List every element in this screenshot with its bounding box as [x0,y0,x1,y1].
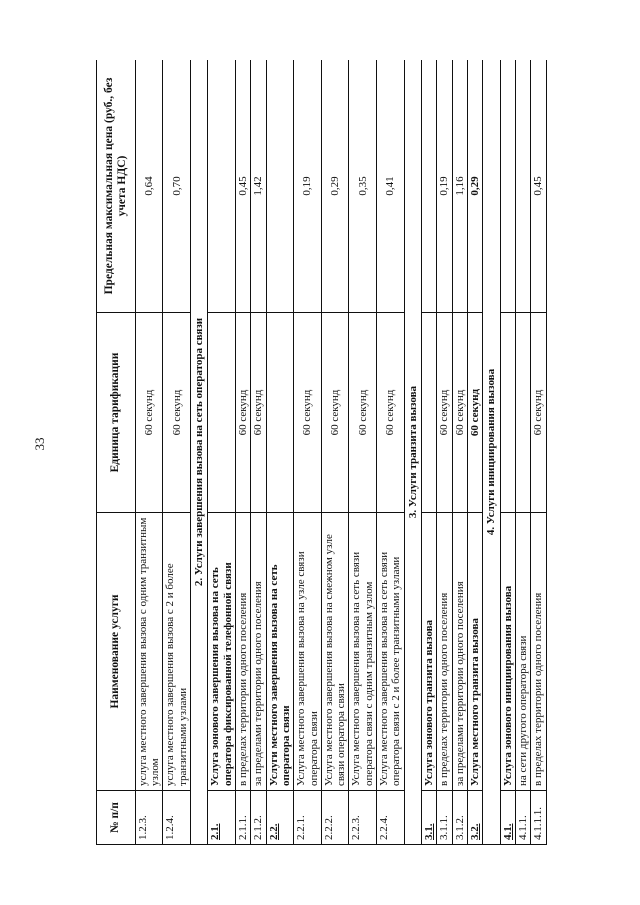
table-row [531,60,546,845]
table-row [251,60,266,845]
row-service-name: Услуга местного завершения вызова на сеть связи оператора связи с 2 и более транзитными узлами [377,513,405,791]
row-price: 0,19 [437,60,452,313]
row-price: 1,42 [251,60,266,313]
row-billing-unit [422,313,437,513]
row-service-name: за пределами территории одного поселения [452,513,467,791]
row-number: 2.1.2. [251,791,266,845]
row-billing-unit: 60 секунд [235,313,250,513]
row-billing-unit: 60 секунд [467,313,482,513]
row-number: 1.2.3. [135,791,163,845]
row-billing-unit: 60 секунд [135,313,163,513]
row-service-name: Услуга зонового транзита вызова [422,513,437,791]
page-number: 33 [32,437,47,451]
rotated-page-content [96,60,636,845]
row-number: 3.2. [467,791,482,845]
row-number: 2.2.4. [377,791,405,845]
row-billing-unit: 60 секунд [321,313,349,513]
tariff-price-table [96,60,547,845]
table-row [377,60,405,845]
row-service-name: Услуга местного транзита вызова [467,513,482,791]
table-row [235,60,250,845]
table-row [135,60,163,845]
row-price: 0,64 [135,60,163,313]
row-number: 2.2. [266,791,294,845]
table-group-row [266,60,294,845]
row-price [266,60,294,313]
header-number: № п/п [97,791,136,845]
row-number: 1.2.4. [163,791,191,845]
row-price: 0,41 [377,60,405,313]
section-row [404,60,421,845]
table-row [515,60,530,845]
row-price [500,60,515,313]
row-service-name: на сети другого оператора связи [515,513,530,791]
table-row [452,60,467,845]
row-billing-unit [515,313,530,513]
row-number: 4.1.1.1. [531,791,546,845]
row-billing-unit: 60 секунд [294,313,322,513]
table-row [437,60,452,845]
table-body [135,60,546,845]
section-title: 3. Услуги транзита вызова [404,60,421,845]
row-number: 2.1.1. [235,791,250,845]
row-billing-unit [266,313,294,513]
row-number: 3.1.1. [437,791,452,845]
row-price [515,60,530,313]
row-number: 4.1.1. [515,791,530,845]
table-group-row [500,60,515,845]
row-price: 1,16 [452,60,467,313]
row-price: 0,35 [349,60,377,313]
tariff-table-container [96,60,636,845]
table-row [321,60,349,845]
row-service-name: за пределами территории одного поселения [251,513,266,791]
header-max-price: Предельная максимальная цена (руб., без учета НДС) [97,60,136,313]
row-billing-unit: 60 секунд [452,313,467,513]
row-service-name: в пределах территории одного поселения [437,513,452,791]
row-service-name: Услуга зонового завершения вызова на сеть оператора фиксированной телефонной связи [208,513,236,791]
row-billing-unit [500,313,515,513]
row-number: 2.2.3. [349,791,377,845]
row-number: 2.2.1. [294,791,322,845]
row-billing-unit: 60 секунд [251,313,266,513]
row-price: 0,70 [163,60,191,313]
section-title: 4. Услуги инициирования вызова [483,60,500,845]
row-billing-unit: 60 секунд [437,313,452,513]
row-service-name: Услуга местного завершения вызова на смежном узле связи оператора связи [321,513,349,791]
row-billing-unit: 60 секунд [377,313,405,513]
row-service-name: Услуги местного завершения вызова на сеть оператора связи [266,513,294,791]
row-service-name: услуга местного завершения вызова с одним транзитным узлом [135,513,163,791]
row-service-name: услуга местного завершения вызова с 2 и более транзитными узлами [163,513,191,791]
table-header-row [97,60,136,845]
row-service-name: в пределах территории одного поселения [235,513,250,791]
row-service-name: Услуга зонового инициирования вызова [500,513,515,791]
row-number: 4.1. [500,791,515,845]
row-number: 2.2.2. [321,791,349,845]
row-service-name: в пределах территории одного поселения [531,513,546,791]
row-billing-unit: 60 секунд [163,313,191,513]
row-price: 0,29 [321,60,349,313]
table-row [349,60,377,845]
table-group-row [467,60,482,845]
row-price: 0,19 [294,60,322,313]
row-price [422,60,437,313]
row-service-name: Услуга местного завершения вызова на сеть связи оператора связи с одним транзитным узлом [349,513,377,791]
row-billing-unit: 60 секунд [531,313,546,513]
row-service-name: Услуга местного завершения вызова на узле связи оператора связи [294,513,322,791]
row-billing-unit: 60 секунд [349,313,377,513]
row-price: 0,45 [531,60,546,313]
section-title: 2. Услуги завершения вызова на сеть оператора связи [191,60,208,845]
row-number: 2.1. [208,791,236,845]
row-number: 3.1.2. [452,791,467,845]
table-row [163,60,191,845]
row-billing-unit [208,313,236,513]
table-group-row [208,60,236,845]
section-row [191,60,208,845]
row-price [208,60,236,313]
table-group-row [422,60,437,845]
row-price: 0,29 [467,60,482,313]
table-row [294,60,322,845]
row-price: 0,45 [235,60,250,313]
row-number: 3.1. [422,791,437,845]
header-service-name: Наименование услуги [97,513,136,791]
section-row [483,60,500,845]
header-billing-unit: Единица тарификации [97,313,136,513]
